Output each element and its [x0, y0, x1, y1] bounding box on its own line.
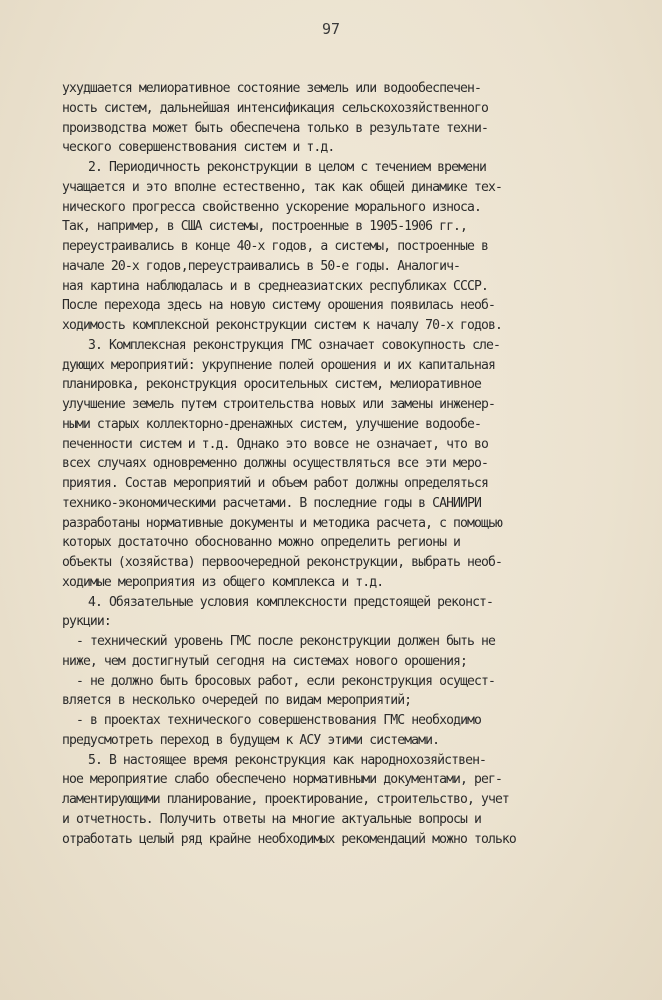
text-line: улучшение земель путем строительства новых или замены инженер-	[62, 397, 495, 412]
text-line: объекты (хозяйства) первоочередной реконструкции, выбрать необ-	[62, 555, 502, 570]
text-line: планировка, реконструкция оросительных систем, мелиоративное	[62, 377, 481, 393]
text-line: дующих мероприятий: укрупнение полей орошения и их капитальная	[62, 357, 495, 373]
text-line: ность систем, дальнейшая интенсификация сельскохозяйственного	[62, 100, 488, 116]
text-line: отработать целый ряд крайне необходимых рекомендаций можно только	[62, 831, 516, 847]
text-line: Так, например, в США системы, построенные в 1905-1906 гг.,	[62, 219, 468, 235]
text-line: начале 20-х годов,переустраивались в 50-е годы. Аналогич-	[62, 258, 461, 274]
text-line: - не должно быть бросовых работ, если реконструкция осущест-	[76, 673, 495, 689]
body-text	[62, 79, 622, 849]
text-line: ное мероприятие слабо обеспечено нормативными документами, рег-	[62, 772, 502, 788]
text-line: приятия. Состав мероприятий и объем работ должны определяться	[62, 476, 488, 491]
text-line: рукции:	[62, 614, 111, 630]
text-line: 4. Обязательные условия комплексности предстоящей реконст-	[88, 594, 494, 610]
text-line: ная картина наблюдалась и в среднеазиатских республиках СССР.	[62, 278, 488, 294]
page-number: 97	[321, 20, 341, 38]
text-line: и отчетность. Получить ответы на многие актуальные вопросы и	[62, 811, 481, 827]
text-line: печенности систем и т.д. Однако это вовсе не означает, что во	[62, 436, 488, 452]
text-line: ухудшается мелиоративное состояние земель или водообеспечен-	[62, 81, 481, 96]
text-line: - в проектах технического совершенствования ГМС необходимо	[76, 713, 482, 728]
text-line: производства может быть обеспечена только в результате техни-	[62, 120, 488, 136]
text-line: 2. Периодичность реконструкции в целом с течением времени	[88, 160, 487, 175]
text-line: разработаны нормативные документы и методика расчета, с помощью	[62, 515, 502, 531]
text-line: ламентирующими планирование, проектирование, строительство, учет	[62, 792, 509, 807]
text-line: ниже, чем достигнутый сегодня на системах нового орошения;	[62, 653, 468, 669]
text-line: технико-экономическими расчетами. В последние годы в САНИИРИ	[62, 495, 481, 511]
text-line: ческого совершенствования систем и т.д.	[62, 140, 335, 156]
text-line: ходимость комплексной реконструкции систем к началу 70-х годов.	[62, 318, 502, 333]
text-line: предусмотреть переход в будущем к АСУ этими системами.	[62, 732, 440, 748]
text-line: переустраивались в конце 40-х годов, а системы, построенные в	[62, 239, 488, 254]
text-line: всех случаях одновременно должны осуществляться все эти меро-	[62, 456, 488, 472]
text-line: После перехода здесь на новую систему орошения появилась необ-	[62, 298, 495, 314]
text-line: которых достаточно обоснованно можно определить регионы и	[62, 535, 461, 551]
text-line: 3. Комплексная реконструкция ГМС означает совокупность сле-	[88, 337, 501, 353]
text-line: учащается и это вполне естественно, так как общей динамике тех-	[62, 179, 502, 195]
text-line: вляется в несколько очередей по видам мероприятий;	[62, 693, 412, 709]
text-line: нического прогресса свойственно ускорение морального износа.	[62, 199, 481, 215]
text-line: ными старых коллекторно-дренажных систем, улучшение водообе-	[62, 416, 481, 432]
text-line: - технический уровень ГМС после реконструкции должен быть не	[76, 634, 495, 649]
text-line: ходимые мероприятия из общего комплекса и т.д.	[62, 574, 384, 590]
text-line: 5. В настоящее время реконструкция как народнохозяйствен-	[88, 752, 487, 768]
